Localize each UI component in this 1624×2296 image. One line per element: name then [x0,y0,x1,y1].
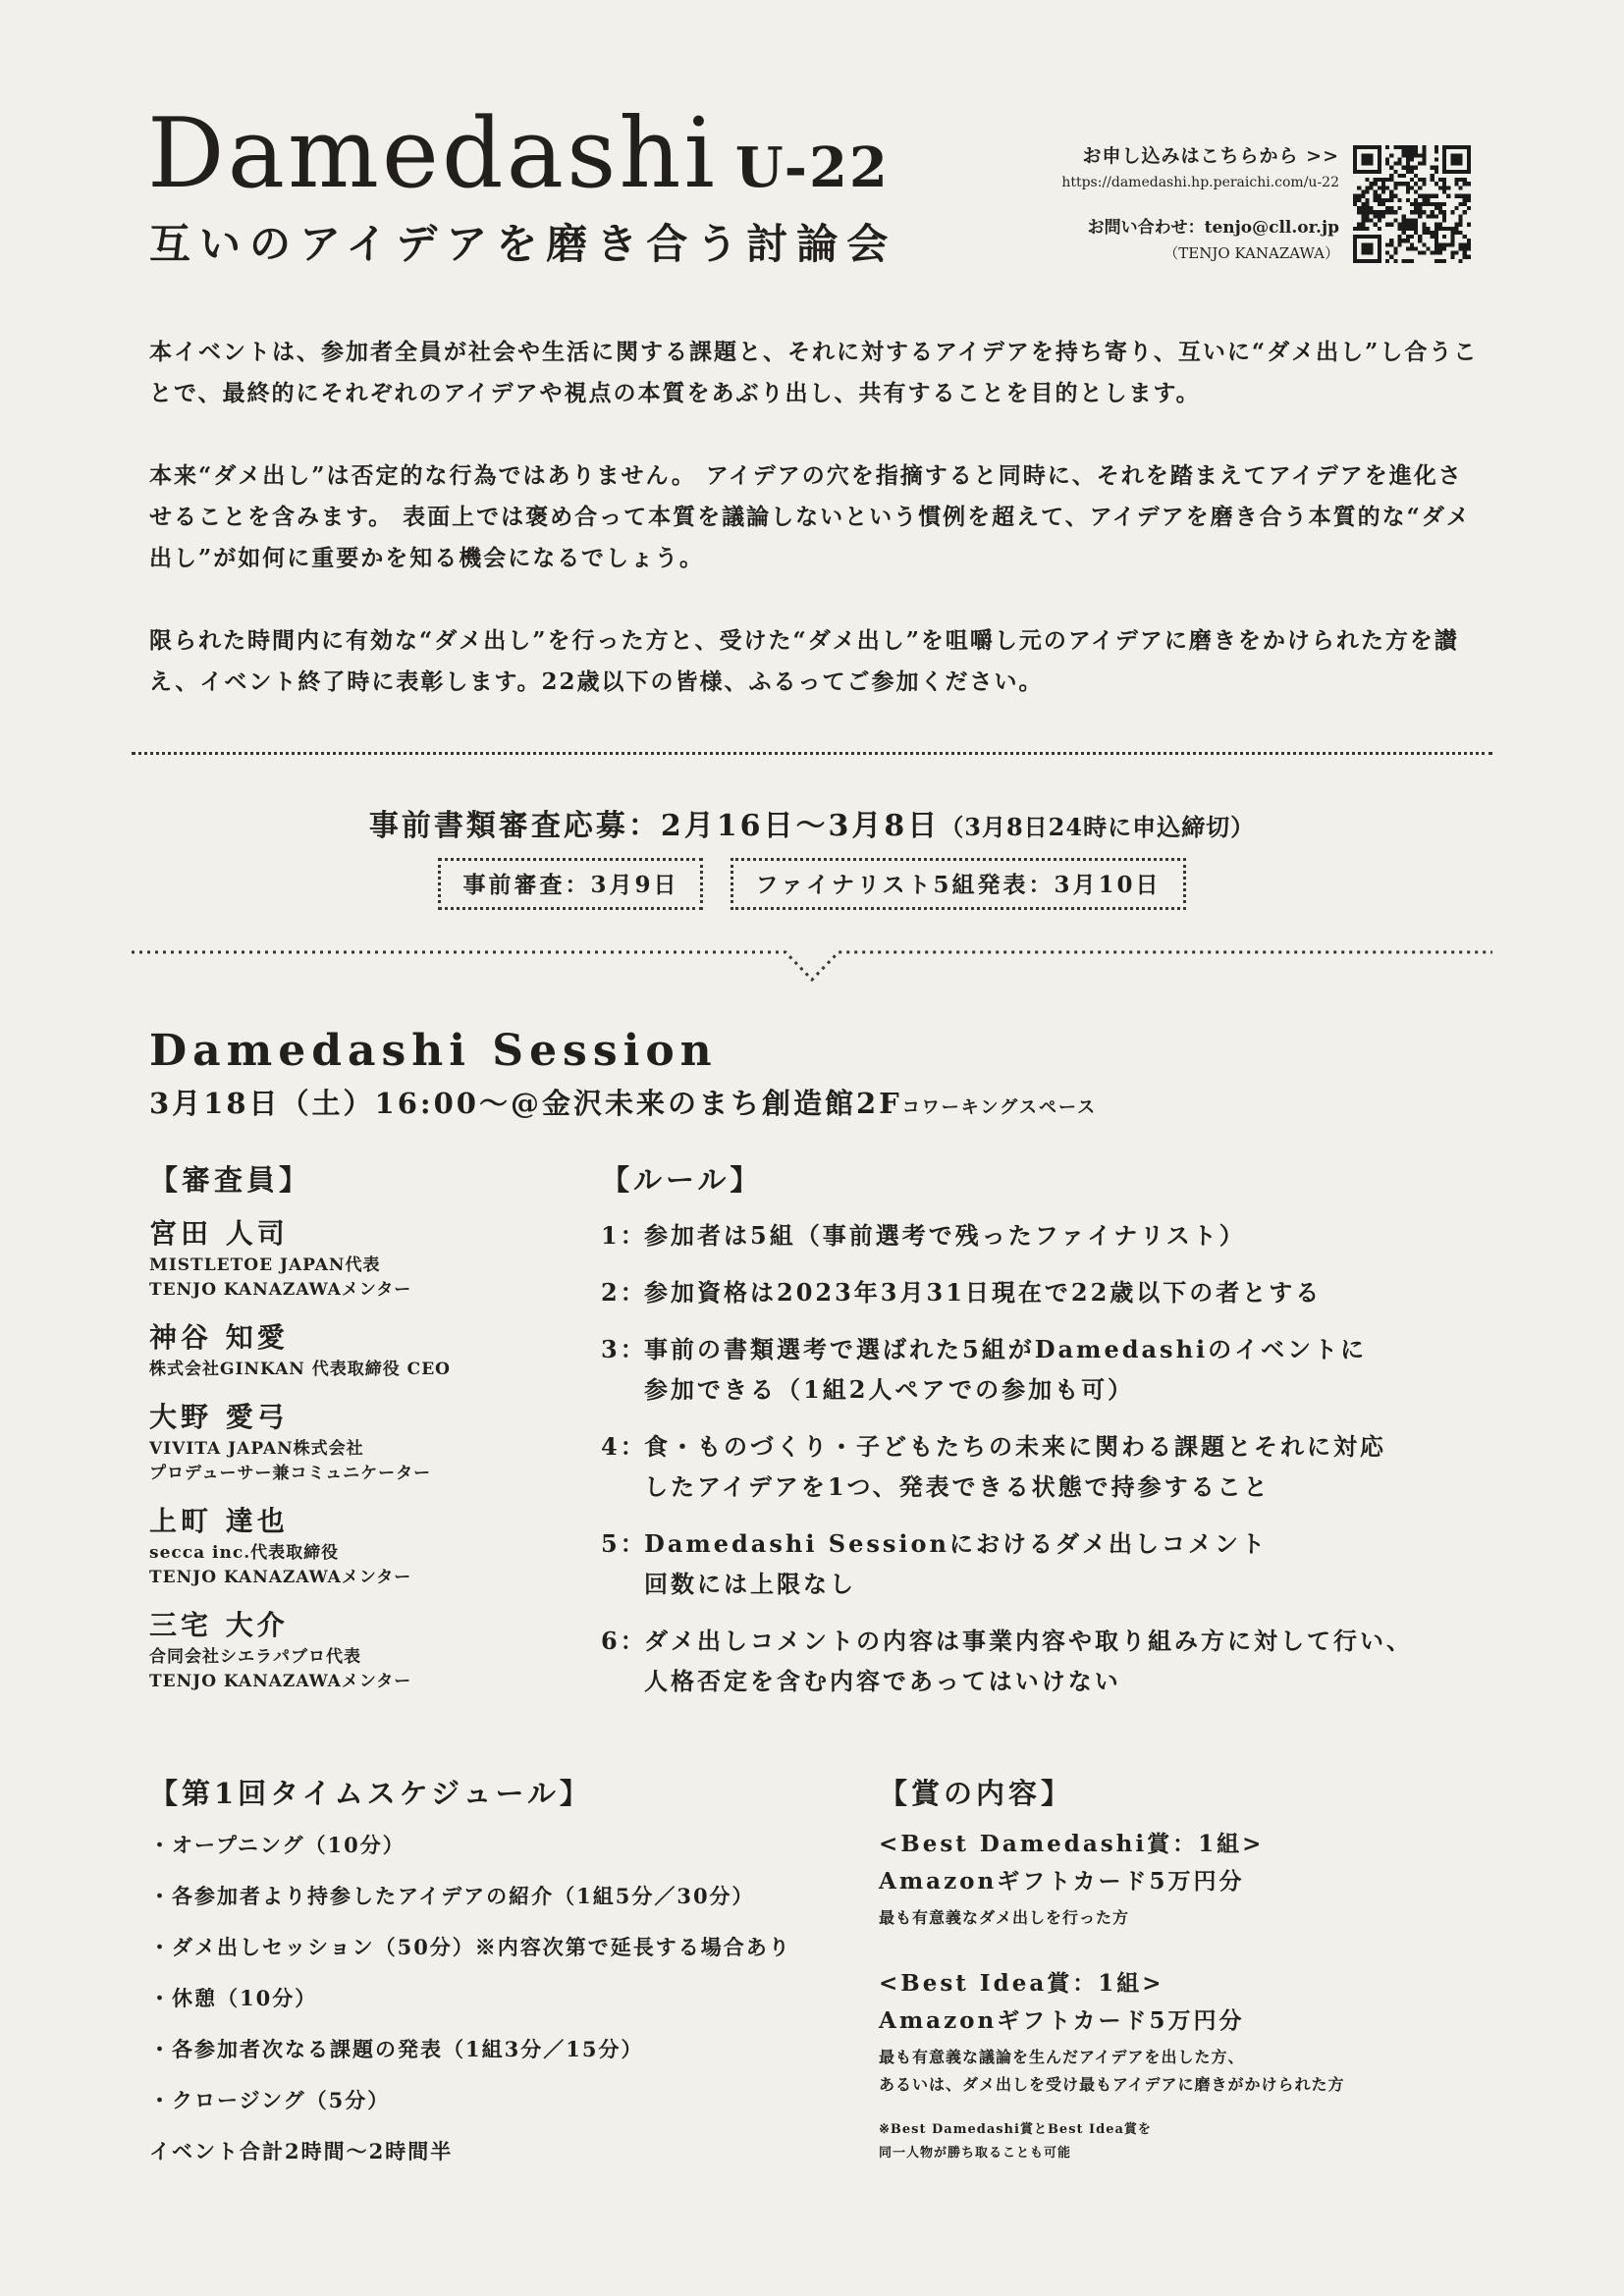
prize-title: <Best Idea賞：1組> [879,1970,1164,1997]
rule-text: 食・ものづくり・子どもたちの未来に関わる課題とそれに対応 [644,1432,1386,1461]
rule-number: 3： [601,1335,647,1363]
rule-text: ダメ出しコメントの内容は事業内容や取り組み方に対して行い、 [644,1627,1413,1655]
prize-note-line: 同一人物が勝ち取ることも可能 [879,2146,1072,2161]
judge-role: TENJO KANAZAWAメンター [149,1568,412,1587]
schedule-heading: 【第1回タイムスケジュール】 [149,1777,592,1810]
intro-paragraph: 本イベントは、参加者全員が社会や生活に関する課題と、それに対するアイデアを持ち寄り、互いに“ダメ出し”し合うことで、最終的にそれぞれのアイデアや視点の本質をあぶり出し、共有することを目的とします。 [149,339,1479,406]
judge-item [149,1318,581,1382]
judge-name: 宮田 人司 [149,1217,289,1250]
contact-org: （TENJO KANAZAWA） [1164,244,1339,263]
rule-item [601,1329,1485,1410]
rule-text: 参加できる（1組2人ペアでの参加も可） [644,1375,1135,1404]
rule-text: 回数には上限なし [644,1570,856,1598]
prize-description: 最も有意義なダメ出しを行った方 [879,1908,1130,1927]
pre-review-date-box: 事前審査：3月9日 [438,858,703,910]
schedule-item: ・ダメ出しセッション（50分）※内容次第で延長する場合あり [149,1935,791,1959]
rule-text: したアイデアを1つ、発表できる状態で持参すること [644,1472,1271,1501]
schedule-item: ・休憩（10分） [149,1986,318,2010]
rule-item [601,1426,1485,1507]
judge-role: MISTLETOE JAPAN代表 [149,1255,381,1275]
judge-role: TENJO KANAZAWAメンター [149,1280,412,1300]
prize-description [879,2044,1507,2099]
session-title: Damedashi Session [149,1026,718,1076]
session-place-detail: コワーキングスペース [901,1097,1098,1118]
judge-role: VIVITA JAPAN株式会社 [149,1439,364,1459]
prize-note [879,2118,1507,2165]
prize-reward: Amazonギフトカード5万円分 [879,1868,1245,1895]
rule-number: 5： [601,1529,647,1558]
rule-text: 参加者は5組（事前選考で残ったファイナリスト） [644,1221,1246,1250]
rule-number: 1： [601,1221,647,1250]
rule-number: 4： [601,1432,647,1461]
apply-url-link[interactable]: https://damedashi.hp.peraichi.com/u-22 [1061,175,1339,191]
prize-note-line: ※Best Damedashi賞とBest Idea賞を [879,2122,1152,2137]
judge-name: 神谷 知愛 [149,1321,289,1354]
judge-item [149,1214,581,1303]
rules-section [601,1158,1485,1701]
intro-paragraph: 限られた時間内に有効な“ダメ出し”を行った方と、受けた“ダメ出し”を咀嚼し元のアイデアに磨きをかけられた方を讃え、イベント終了時に表彰します。22歳以下の皆様、ふるってご参加ください。 [149,627,1459,695]
divider [132,752,1492,755]
prizes-heading: 【賞の内容】 [879,1777,1074,1810]
judges-heading: 【審査員】 [149,1163,312,1197]
event-title-suffix: U-22 [734,135,890,200]
judge-item [149,1606,581,1694]
session-date-place: 3月18日（土）16:00〜@金沢未来のまち創造館2F [149,1087,902,1120]
rule-item [601,1523,1485,1604]
judge-role: secca inc.代表取締役 [149,1543,340,1563]
rule-number: 6： [601,1627,647,1655]
judge-name: 三宅 大介 [149,1609,289,1641]
rule-item [601,1272,1485,1312]
rule-item [601,1621,1485,1701]
schedule-item: ・オープニング（10分） [149,1833,406,1857]
application-period-main: 事前書類審査応募：2月16日〜3月8日 [368,809,941,843]
event-title [147,98,890,210]
contact-email[interactable]: お問い合わせ：tenjo@cll.or.jp [1087,218,1339,239]
prize-reward: Amazonギフトカード5万円分 [879,2007,1245,2034]
judge-item [149,1502,581,1590]
finalist-announcement-box: ファイナリスト5組発表：3月10日 [731,858,1185,910]
prizes-section [879,1772,1507,2165]
contact-block [1061,141,1339,266]
application-deadline-note: （3月8日24時に申込締切） [940,813,1256,841]
event-subtitle: 互いのアイデアを磨き合う討論会 [149,220,897,268]
intro-text [149,332,1485,744]
judge-role: 合同会社シエラパブロ代表 [149,1647,361,1667]
prize-item [879,1965,1507,2099]
schedule-total: イベント合計2時間〜2時間半 [149,2139,454,2163]
rule-text: 人格否定を含む内容であってはいけない [644,1667,1121,1695]
judge-name: 上町 達也 [149,1505,289,1537]
rule-text: Damedashi Sessionにおけるダメ出しコメント [644,1529,1268,1558]
judge-role: 株式会社GINKAN 代表取締役 CEO [149,1360,451,1379]
judge-item [149,1398,581,1486]
rules-heading: 【ルール】 [601,1163,763,1197]
schedule-item: ・クロージング（5分） [149,2088,391,2112]
schedule-item: ・各参加者より持参したアイデアの紹介（1組5分／30分） [149,1884,755,1908]
prize-item [879,1826,1507,1932]
qr-code-icon[interactable] [1353,145,1471,263]
application-period [0,801,1624,844]
apply-label: お申し込みはこちらから >> [1082,145,1339,167]
judges-section [149,1158,581,1694]
rule-text: 事前の書類選考で選ばれた5組がDamedashiのイベントに [644,1335,1368,1363]
judge-name: 大野 愛弓 [149,1401,289,1433]
schedule-section [149,1772,837,2177]
event-title-main: Damedashi [147,98,718,210]
rule-item [601,1215,1485,1255]
judge-role: TENJO KANAZAWAメンター [149,1672,412,1691]
schedule-item: ・各参加者次なる課題の発表（1組3分／15分） [149,2037,644,2061]
divider-arrow [132,946,1492,988]
prize-description-line: 最も有意義な議論を生んだアイデアを出した方、 [879,2048,1245,2066]
rule-text: 参加資格は2023年3月31日現在で22歳以下の者とする [644,1278,1323,1307]
prize-title: <Best Damedashi賞：1組> [879,1831,1265,1857]
rule-number: 2： [601,1278,647,1307]
prize-description-line: あるいは、ダメ出しを受け最もアイデアに磨きがかけられた方 [879,2075,1345,2094]
intro-paragraph: 本来“ダメ出し”は否定的な行為ではありません。 アイデアの穴を指摘すると同時に、それを踏まえてアイデアを進化させることを含みます。 表面上では褒め合って本質を議論しないという慣例を超えて、アイデアを磨き合う本質的な“ダメ出し”が如何に重要かを知る機会になるでしょう。 [149,462,1471,571]
review-dates [0,858,1624,910]
judge-role: プロデューサー兼コミュニケーター [149,1464,432,1483]
session-datetime [149,1082,1097,1122]
